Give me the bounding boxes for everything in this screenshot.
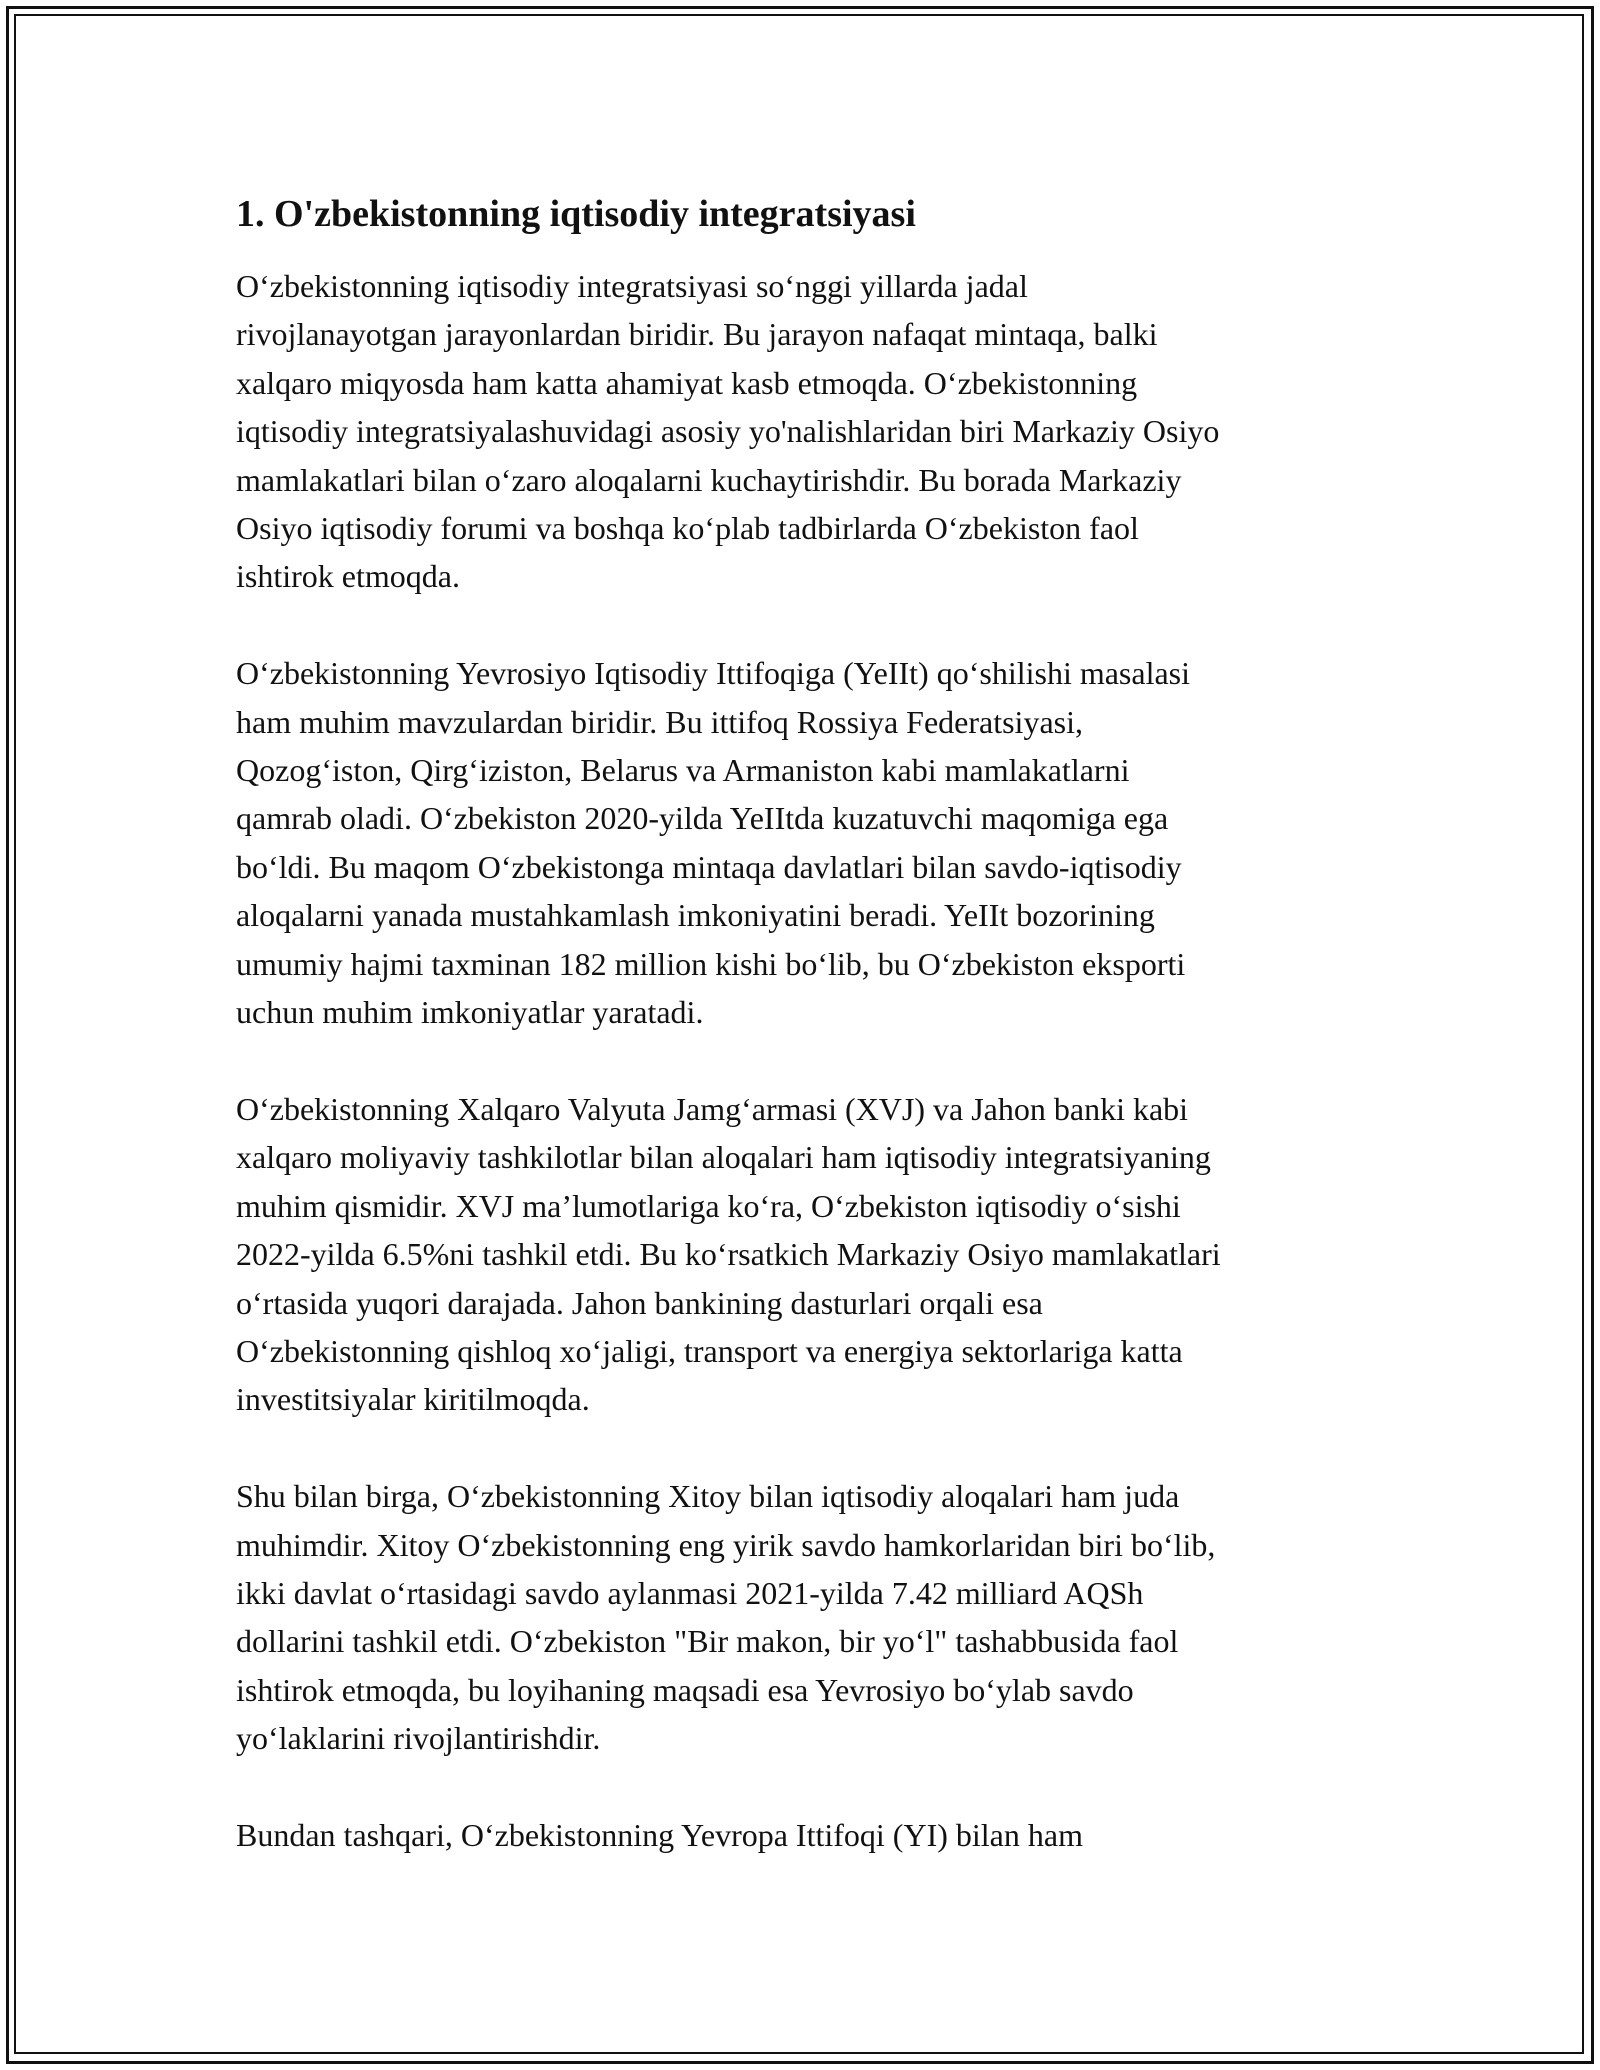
text-line: dollarini tashkil etdi. O‘zbekiston "Bir makon, bir yo‘l" tashabbusida faol	[236, 1623, 1179, 1660]
text-line: rivojlanayotgan jarayonlardan biridir. Bu jarayon nafaqat mintaqa, balki	[236, 316, 1158, 353]
text-line: O‘zbekistonning Xalqaro Valyuta Jamg‘armasi (XVJ) va Jahon banki kabi	[236, 1090, 1189, 1127]
text-line: ikki davlat o‘rtasidagi savdo aylanmasi 2021-yilda 7.42 milliard AQSh	[236, 1574, 1144, 1611]
text-line: Bundan tashqari, O‘zbekistonning Yevropa Ittifoqi (YI) bilan ham	[236, 1816, 1083, 1853]
text-line: xalqaro miqyosda ham katta ahamiyat kasb etmoqda. O‘zbekistonning	[236, 364, 1138, 401]
text-line: bo‘ldi. Bu maqom O‘zbekistonga mintaqa davlatlari bilan savdo-iqtisodiy	[236, 848, 1182, 885]
paragraph-china	[236, 1472, 1366, 1762]
text-line: qamrab oladi. O‘zbekiston 2020-yilda YeIItda kuzatuvchi maqomiga ega	[236, 800, 1169, 837]
text-line: investitsiyalar kiritilmoqda.	[236, 1381, 590, 1418]
paragraph-central-asia	[236, 262, 1366, 601]
text-line: 2022-yilda 6.5%ni tashkil etdi. Bu ko‘rsatkich Markaziy Osiyo mamlakatlari	[236, 1236, 1221, 1273]
text-line: Qozog‘iston, Qirg‘iziston, Belarus va Armaniston kabi mamlakatlarni	[236, 752, 1130, 789]
text-line: ishtirok etmoqda.	[236, 558, 460, 595]
text-line: aloqalarni yanada mustahkamlash imkoniyatini beradi. YeIIt bozorining	[236, 897, 1155, 934]
text-line: muhim qismidir. XVJ ma’lumotlariga ko‘ra, O‘zbekiston iqtisodiy o‘sishi	[236, 1187, 1181, 1224]
text-line: muhimdir. Xitoy O‘zbekistonning eng yirik savdo hamkorlaridan biri bo‘lib,	[236, 1526, 1216, 1563]
text-line: ishtirok etmoqda, bu loyihaning maqsadi esa Yevrosiyo bo‘ylab savdo	[236, 1671, 1134, 1708]
text-line: umumiy hajmi taxminan 182 million kishi bo‘lib, bu O‘zbekiston eksporti	[236, 945, 1186, 982]
text-line: O‘zbekistonning iqtisodiy integratsiyasi so‘nggi yillarda jadal	[236, 268, 1028, 304]
paragraph-imf-world-bank	[236, 1085, 1366, 1424]
paragraph-eaeu	[236, 649, 1366, 1036]
text-line: yo‘laklarini rivojlantirishdir.	[236, 1720, 601, 1757]
section-heading: 1. O'zbekistonning iqtisodiy integratsiyasi	[236, 193, 916, 235]
text-line: O‘zbekistonning qishloq xo‘jaligi, transport va energiya sektorlariga katta	[236, 1332, 1183, 1369]
paragraph-eu	[236, 1811, 1366, 1859]
text-line: Osiyo iqtisodiy forumi va boshqa ko‘plab tadbirlarda O‘zbekiston faol	[236, 510, 1139, 547]
text-line: iqtisodiy integratsiyalashuvidagi asosiy yo'nalishlaridan biri Markaziy Osiyo	[236, 413, 1220, 450]
text-line: ham muhim mavzulardan biridir. Bu ittifoq Rossiya Federatsiyasi,	[236, 703, 1083, 740]
document-page	[236, 186, 1366, 1908]
text-line: Shu bilan birga, O‘zbekistonning Xitoy bilan iqtisodiy aloqalari ham juda	[236, 1478, 1180, 1515]
text-line: o‘rtasida yuqori darajada. Jahon bankining dasturlari orqali esa	[236, 1284, 1043, 1321]
text-line: xalqaro moliyaviy tashkilotlar bilan aloqalari ham iqtisodiy integratsiyaning	[236, 1139, 1211, 1176]
text-line: O‘zbekistonning Yevrosiyo Iqtisodiy Ittifoqiga (YeIIt) qo‘shilishi masalasi	[236, 655, 1191, 692]
text-line: uchun muhim imkoniyatlar yaratadi.	[236, 994, 704, 1031]
text-line: mamlakatlari bilan o‘zaro aloqalarni kuchaytirishdir. Bu borada Markaziy	[236, 461, 1182, 498]
